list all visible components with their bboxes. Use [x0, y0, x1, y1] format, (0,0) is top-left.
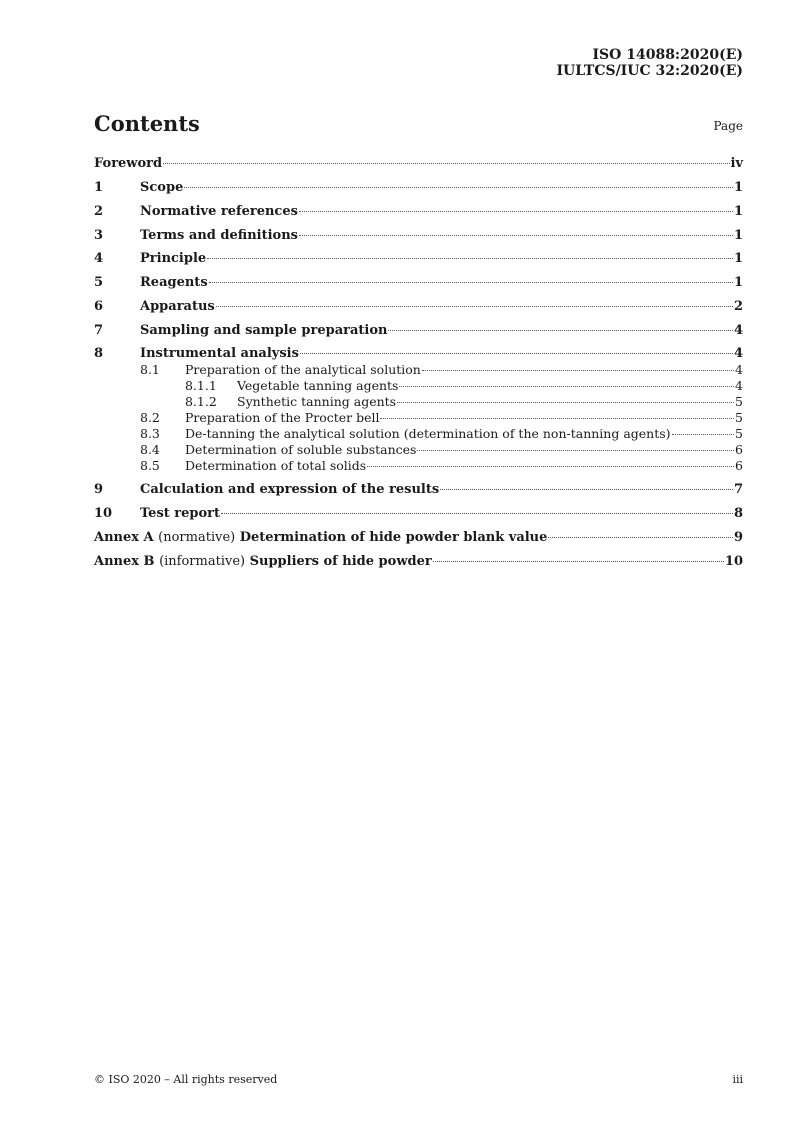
document-header — [556, 47, 743, 79]
copyright-notice: © ISO 2020 – All rights reserved — [94, 1073, 278, 1086]
toc-entry-clause-2[interactable] — [94, 204, 743, 220]
toc-label: Determination of hide powder blank value — [239, 530, 548, 545]
toc-number: 5 — [94, 275, 104, 290]
toc-entry-8-2[interactable] — [94, 411, 743, 425]
toc-label: Suppliers of hide powder — [249, 554, 432, 569]
dot-leader — [399, 386, 734, 387]
toc-number: 8.2 — [140, 410, 160, 425]
toc-number: 8.3 — [140, 426, 160, 441]
toc-label: Preparation of the Procter bell — [185, 410, 380, 425]
dot-leader — [299, 211, 733, 212]
dot-leader — [209, 282, 733, 283]
toc-page: 2 — [733, 299, 743, 314]
dot-leader — [440, 489, 733, 490]
toc-page: 9 — [733, 530, 743, 545]
toc-label: Preparation of the analytical solution — [185, 362, 421, 377]
toc-label: Sampling and sample preparation — [140, 323, 388, 338]
toc-page: 4 — [733, 346, 743, 361]
toc-entry-clause-7[interactable] — [94, 323, 743, 339]
toc-label: Instrumental analysis — [140, 346, 299, 361]
toc-entry-clause-10[interactable] — [94, 506, 743, 522]
dot-leader — [184, 187, 733, 188]
dot-leader — [388, 330, 732, 331]
toc-entry-clause-3[interactable] — [94, 228, 743, 244]
annex-name: Annex B — [94, 554, 155, 569]
dot-leader — [299, 235, 733, 236]
toc-page: 5 — [735, 394, 743, 409]
toc-page: 5 — [735, 426, 743, 441]
page-title: Contents — [94, 111, 200, 136]
toc-entry-clause-4[interactable] — [94, 251, 743, 267]
toc-page: 4 — [733, 323, 743, 338]
toc-page: 1 — [733, 275, 743, 290]
toc-page: 6 — [735, 458, 743, 473]
toc-entry-clause-8[interactable] — [94, 346, 743, 362]
dot-leader — [433, 561, 724, 562]
toc-label: Apparatus — [140, 299, 215, 314]
dot-leader — [367, 466, 734, 467]
toc-entry-8-3[interactable] — [94, 427, 743, 441]
toc-number: 7 — [94, 323, 104, 338]
toc-entry-clause-5[interactable] — [94, 275, 743, 291]
toc-entry-8-4[interactable] — [94, 443, 743, 457]
toc-entry-clause-6[interactable] — [94, 299, 743, 315]
toc-number: 9 — [94, 482, 104, 497]
dot-leader — [672, 434, 735, 435]
toc-label: Synthetic tanning agents — [237, 394, 397, 409]
toc-number: 8.1.1 — [185, 378, 217, 393]
toc-entry-clause-1[interactable] — [94, 180, 743, 196]
toc-page: 5 — [735, 410, 743, 425]
toc-label: Vegetable tanning agents — [237, 378, 399, 393]
dot-leader — [221, 513, 733, 514]
annex-kind: (normative) — [158, 530, 236, 545]
toc-entry-8-1-2[interactable] — [94, 395, 743, 409]
toc-label: Scope — [140, 180, 184, 195]
toc-entry-8-1[interactable] — [94, 363, 743, 377]
toc-label: Terms and definitions — [140, 228, 298, 243]
toc-label: Determination of total solids — [185, 458, 367, 473]
toc-label: Test report — [140, 506, 221, 521]
dot-leader — [380, 418, 734, 419]
toc-number: 8 — [94, 346, 104, 361]
toc-page: 1 — [733, 228, 743, 243]
toc-number: 6 — [94, 299, 104, 314]
page-column-label: Page — [713, 119, 743, 133]
toc-label: Principle — [140, 251, 207, 266]
dot-leader — [548, 537, 733, 538]
annex-name: Annex A — [94, 530, 154, 545]
toc-number: 8.4 — [140, 442, 160, 457]
page-number: iii — [732, 1073, 743, 1086]
dot-leader — [422, 370, 734, 371]
toc-page: 10 — [724, 554, 743, 569]
toc-label: Calculation and expression of the results — [140, 482, 440, 497]
toc-number: 3 — [94, 228, 104, 243]
toc-entry-foreword[interactable] — [94, 156, 743, 172]
dot-leader — [397, 402, 734, 403]
toc-page: 1 — [733, 251, 743, 266]
toc-number: 8.1.2 — [185, 394, 217, 409]
iultcs-number: IULTCS/IUC 32:2020(E) — [556, 63, 743, 79]
dot-leader — [300, 353, 733, 354]
dot-leader — [417, 450, 734, 451]
toc-page: 4 — [735, 362, 743, 377]
toc-number: 10 — [94, 506, 113, 521]
toc-entry-8-1-1[interactable] — [94, 379, 743, 393]
toc-page: 8 — [733, 506, 743, 521]
toc-label: Determination of soluble substances — [185, 442, 417, 457]
toc-page: 1 — [733, 204, 743, 219]
toc-label: De-tanning the analytical solution (determination of the non-tanning agents) — [185, 426, 671, 441]
toc-page: 1 — [733, 180, 743, 195]
toc-entry-annex-b[interactable] — [94, 554, 743, 570]
dot-leader — [216, 306, 733, 307]
toc-number: 1 — [94, 180, 104, 195]
standard-number: ISO 14088:2020(E) — [592, 47, 743, 63]
toc-page: 6 — [735, 442, 743, 457]
dot-leader — [207, 258, 733, 259]
toc-number: 8.1 — [140, 362, 160, 377]
toc-number: 8.5 — [140, 458, 160, 473]
toc-page: 4 — [735, 378, 743, 393]
toc-number: 4 — [94, 251, 104, 266]
toc-entry-annex-a[interactable] — [94, 530, 743, 546]
toc-entry-8-5[interactable] — [94, 459, 743, 473]
toc-number: 2 — [94, 204, 104, 219]
toc-page: 7 — [733, 482, 743, 497]
dot-leader — [163, 163, 729, 164]
toc-label: Foreword — [94, 156, 163, 171]
toc-entry-clause-9[interactable] — [94, 482, 743, 498]
annex-kind: (informative) — [159, 554, 246, 569]
toc-page: iv — [730, 156, 743, 171]
toc-label: Reagents — [140, 275, 208, 290]
toc-label: Normative references — [140, 204, 298, 219]
